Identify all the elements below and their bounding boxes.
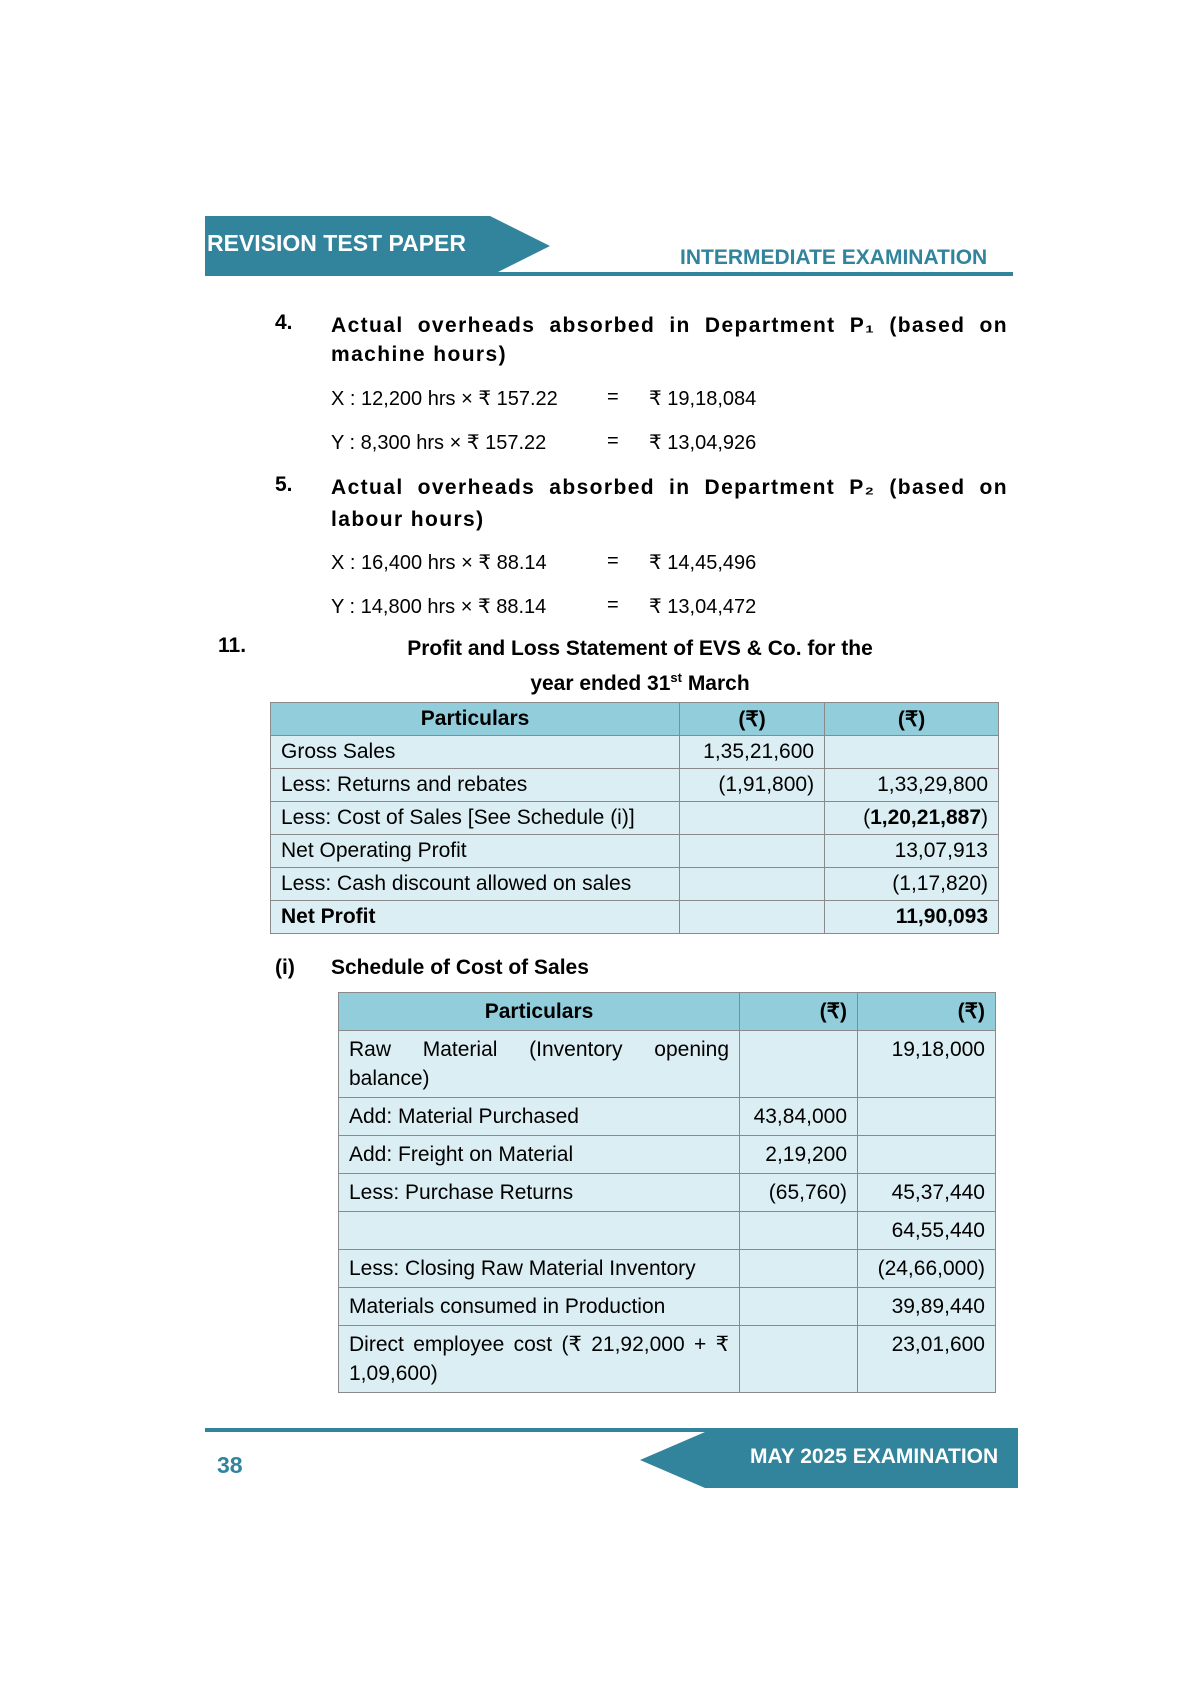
item5-heading-line1: Actual overheads absorbed in Department P₂ (based on (331, 476, 1008, 499)
footer-exam-title: MAY 2025 EXAMINATION (750, 1445, 999, 1468)
table-row: Gross Sales 1,35,21,600 (271, 736, 999, 769)
table-row: Less: Closing Raw Material Inventory (24,66,000) (339, 1250, 996, 1288)
item4-heading (331, 311, 1008, 369)
item4-heading-line2: machine hours) (331, 343, 507, 366)
net-profit-row: Net Profit 11,90,093 (271, 901, 999, 934)
section11-number: 11. (218, 634, 247, 657)
table-header-row (271, 703, 999, 736)
schedule-cost-of-sales-table (338, 992, 996, 1393)
column-header: (₹) (740, 993, 858, 1031)
schedule-title: Schedule of Cost of Sales (331, 956, 589, 979)
page-number: 38 (217, 1452, 243, 1478)
table-row: Raw Material (Inventory opening balance) 19,18,000 (339, 1031, 996, 1098)
column-header: Particulars (271, 703, 680, 736)
profit-loss-table (270, 702, 999, 934)
table-row: Net Operating Profit 13,07,913 (271, 835, 999, 868)
table-header-row (339, 993, 996, 1031)
table-row: Less: Returns and rebates (1,91,800) 1,33,29,800 (271, 769, 999, 802)
table-row: Direct employee cost (₹ 21,92,000 + ₹ 1,09,600) 23,01,600 (339, 1326, 996, 1393)
header-left-title: REVISION TEST PAPER (207, 230, 467, 256)
item4-heading-line1: Actual overheads absorbed in Department P₁ (based on (331, 314, 1008, 337)
item5-heading-line2: labour hours) (331, 508, 485, 531)
header-right-title: INTERMEDIATE EXAMINATION (680, 246, 988, 269)
section11-title: Profit and Loss Statement of EVS & Co. for the year ended 31st March (407, 637, 873, 695)
item5-number: 5. (275, 473, 293, 496)
item4-number: 4. (275, 311, 293, 334)
table-row: Materials consumed in Production 39,89,440 (339, 1288, 996, 1326)
schedule-number: (i) (275, 956, 295, 979)
table-row: Add: Material Purchased 43,84,000 (339, 1098, 996, 1136)
header-rule (205, 272, 1013, 276)
table-row: Add: Freight on Material 2,19,200 (339, 1136, 996, 1174)
table-row: Less: Purchase Returns (65,760) 45,37,440 (339, 1174, 996, 1212)
column-header: (₹) (680, 703, 825, 736)
item5-heading (331, 473, 1008, 534)
header-arrow (490, 216, 550, 276)
table-row: Less: Cost of Sales [See Schedule (i)] (1,20,21,887) (271, 802, 999, 835)
table-row: 64,55,440 (339, 1212, 996, 1250)
column-header: Particulars (339, 993, 740, 1031)
column-header: (₹) (825, 703, 999, 736)
footer-arrow (640, 1432, 705, 1488)
table-row: Less: Cash discount allowed on sales (1,17,820) (271, 868, 999, 901)
cost-of-sales-value: (1,20,21,887) (825, 802, 999, 835)
column-header: (₹) (858, 993, 996, 1031)
